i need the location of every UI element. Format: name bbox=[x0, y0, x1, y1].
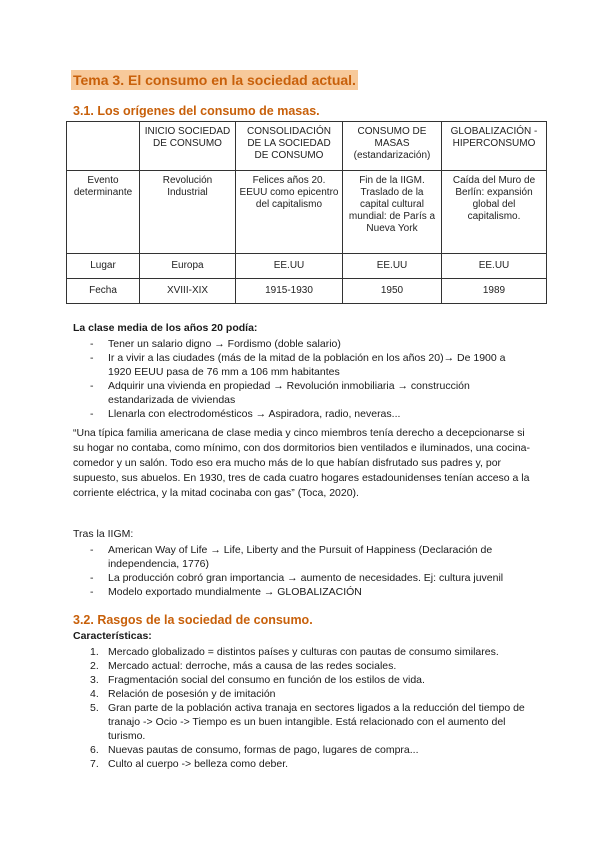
section-2-heading: 3.2. Rasgos de la sociedad de consumo. bbox=[73, 613, 313, 627]
list-item bbox=[90, 659, 530, 673]
table-cell: 1950 bbox=[343, 279, 442, 304]
table-header-cell: CONSOLIDACIÓN DE LA SOCIEDAD DE CONSUMO bbox=[236, 122, 343, 171]
list-item bbox=[90, 743, 530, 757]
table-header-row bbox=[67, 122, 547, 171]
list-item: - Ir a vivir a las ciudades (más de la mitad de la población en los años 20)→ De 1900 a 1920 EEUU pasa de 76 mm a 106 mm habitantes bbox=[90, 351, 530, 379]
section-1-heading: 3.1. Los orígenes del consumo de masas. bbox=[73, 104, 320, 118]
table-cell: XVIII-XIX bbox=[140, 279, 236, 304]
table-header-cell: GLOBALIZACIÓN - HIPERCONSUMO bbox=[442, 122, 547, 171]
list-item-text: Mercado actual: derroche, más a causa de las redes sociales. bbox=[108, 660, 397, 672]
list-item bbox=[90, 673, 530, 687]
list-number: 2. bbox=[90, 660, 99, 672]
characteristics-heading: Características: bbox=[73, 630, 152, 642]
table-cell: Lugar bbox=[67, 254, 140, 279]
middle-class-list bbox=[90, 337, 530, 421]
list-item-text: Relación de posesión y de imitación bbox=[108, 688, 276, 700]
list-item: - American Way of Life → Life, Liberty and the Pursuit of Happiness (Declaración de independencia, 1776) bbox=[90, 543, 530, 571]
list-item-text: Fragmentación social del consumo en función de los estilos de vida. bbox=[108, 674, 425, 686]
list-item bbox=[90, 687, 530, 701]
table-cell: Fin de la IIGM. Traslado de la capital cultural mundial: de París a Nueva York bbox=[343, 171, 442, 254]
list-item: - La producción cobró gran importancia → aumento de necesidades. Ej: cultura juvenil bbox=[90, 571, 530, 585]
list-item: - Modelo exportado mundialmente → GLOBALIZACIÓN bbox=[90, 585, 530, 599]
table-cell: Europa bbox=[140, 254, 236, 279]
list-number: 6. bbox=[90, 744, 99, 756]
table-cell: Revolución Industrial bbox=[140, 171, 236, 254]
historical-quote: “Una típica familia americana de clase media y cinco miembros tenía derecho a decepcionarse si su hogar no contaba, como mínimo, con dos dormitorios bien ventilados e iluminados, una cocina-comedor y un salón. Todo eso era mucho más de lo que habían disfrutado sus padres y, por supuesto, sus abuelos. En 1930, tres de cada cuatro hogares estadounidenses tenían acceso a la corriente eléctrica, y la mitad cocinaba con gas” (Toca, 2020). bbox=[73, 427, 531, 499]
list-item: - Adquirir una vivienda en propiedad → Revolución inmobiliaria → construcción estandarizada de viviendas bbox=[90, 379, 530, 407]
table-row bbox=[67, 171, 547, 254]
table-cell: Caída del Muro de Berlín: expansión global del capitalismo. bbox=[442, 171, 547, 254]
table-row bbox=[67, 254, 547, 279]
table-cell: Felices años 20. EEUU como epicentro del capitalismo bbox=[236, 171, 343, 254]
table-row bbox=[67, 279, 547, 304]
post-war-list bbox=[90, 543, 530, 599]
middle-class-heading: La clase media de los años 20 podía: bbox=[73, 322, 258, 334]
list-item-text: Culto al cuerpo -> belleza como deber. bbox=[108, 758, 289, 770]
list-number: 4. bbox=[90, 688, 99, 700]
list-item bbox=[90, 757, 530, 771]
list-number: 3. bbox=[90, 674, 99, 686]
list-item bbox=[90, 645, 530, 659]
list-item: - Llenarla con electrodomésticos → Aspiradora, radio, neveras... bbox=[90, 407, 530, 421]
table-cell: 1989 bbox=[442, 279, 547, 304]
table-cell: Fecha bbox=[67, 279, 140, 304]
list-number: 5. bbox=[90, 702, 99, 714]
list-item: - Tener un salario digno → Fordismo (doble salario) bbox=[90, 337, 530, 351]
list-item-text: Nuevas pautas de consumo, formas de pago, lugares de compra... bbox=[108, 744, 419, 756]
document-title: Tema 3. El consumo en la sociedad actual. bbox=[73, 72, 356, 88]
table-cell: EE.UU bbox=[236, 254, 343, 279]
table-cell: Evento determinante bbox=[67, 171, 140, 254]
list-item bbox=[90, 701, 530, 743]
table-header-cell: INICIO SOCIEDAD DE CONSUMO bbox=[140, 122, 236, 171]
table-header-cell bbox=[67, 122, 140, 171]
list-item-text: Gran parte de la población activa tranaja en sectores ligados a la reducción del tiempo de tranajo -> Ocio -> Tiempo es un buen intangible. Está relacionado con el aumento del turismo. bbox=[108, 702, 525, 742]
table-cell: EE.UU bbox=[442, 254, 547, 279]
table-header-cell: CONSUMO DE MASAS (estandarización) bbox=[343, 122, 442, 171]
list-number: 7. bbox=[90, 758, 99, 770]
characteristics-list bbox=[90, 645, 530, 771]
table-cell: 1915-1930 bbox=[236, 279, 343, 304]
list-item-text: Mercado globalizado = distintos países y culturas con pautas de consumo similares. bbox=[108, 646, 499, 658]
post-war-heading: Tras la IIGM: bbox=[73, 528, 134, 540]
table-cell: EE.UU bbox=[343, 254, 442, 279]
list-number: 1. bbox=[90, 646, 99, 658]
origins-table bbox=[66, 121, 547, 304]
